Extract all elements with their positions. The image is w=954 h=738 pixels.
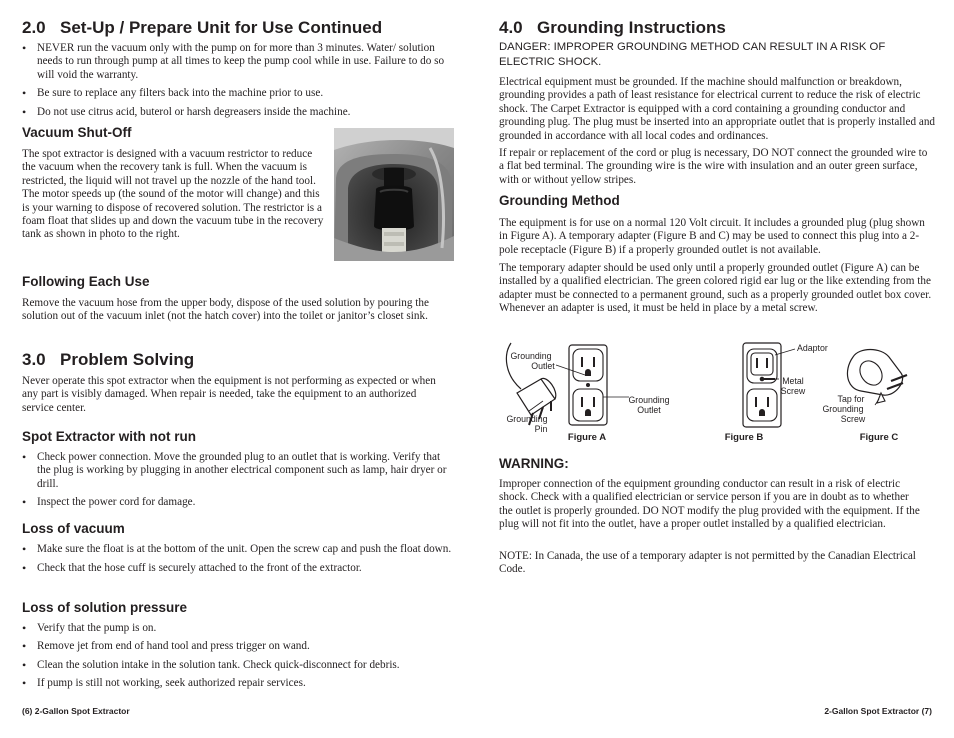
danger-text: DANGER: IMPROPER GROUNDING METHOD CAN RESULT IN A RISK OF ELECTRIC SHOCK. (499, 41, 886, 68)
label-grounding-pin-line2: Pin (534, 424, 548, 434)
label-grounding-outlet-b-line2: Outlet (637, 405, 661, 415)
list-item: • Inspect the power cord for damage. (22, 496, 454, 509)
caption-figure-c: Figure C (859, 432, 899, 443)
list-item: • If pump is still not working, seek authorized repair services. (22, 677, 454, 690)
figure-b-adapter-drawing (743, 343, 781, 427)
vacuum-shutoff-text: The spot extractor is designed with a vacuum restrictor to reduce the vacuum when the recovery tank is full. When the vacuum is restricted, the liquid will not travel up the nozzle of the hand tool. The motor speeds up (the sound of the motor will change) and this is your warning to dispose of recovered solution. The restrictor is a foam float that slides up and down the vacuum tube in the recovery tank as shown in photo to the right. (22, 148, 324, 241)
right-page (477, 0, 954, 738)
note-paragraph: NOTE: In Canada, the use of a temporary adapter is not permitted by the Canadian Electrical Code. (499, 550, 916, 576)
label-grounding-pin-line1: Grounding (506, 414, 548, 424)
label-tap-line1: Tap for (837, 394, 865, 404)
vacuum-restrictor-photo (334, 128, 454, 261)
label-tap-line3: Screw (840, 414, 866, 424)
section-title-problem: 3.0 Problem Solving (22, 350, 195, 369)
loss-pressure-bullet-list (22, 622, 454, 691)
warning-paragraph: Improper connection of the equipment grounding conductor can result in a risk of electric shock. Check with a qualified electrician or service person if you are in doubt as to whether the outlet is properly grounded. DO NOT modify the plug provided with the equipment. If the plug will not fit into the outlet, have a proper outlet installed by a qualified electrician. (499, 478, 920, 531)
label-adaptor: Adaptor (797, 343, 828, 353)
following-each-use-text: Remove the vacuum hose from the upper body, dispose of the used solution by pouring the solution out of the vacuum inlet (not the hatch cover) into the toilet or janitor’s closet sink. (22, 297, 429, 323)
footer-left: (6) 2-Gallon Spot Extractor (22, 706, 130, 716)
loss-pressure-heading: Loss of solution pressure (22, 600, 188, 615)
loss-vacuum-heading: Loss of vacuum (22, 521, 125, 536)
not-run-bullet-list (22, 451, 454, 510)
label-metal-screw-line1: Metal (782, 376, 804, 386)
list-item: • Be sure to replace any filters back into the machine prior to use. (22, 87, 452, 100)
caption-figure-a: Figure A (567, 432, 607, 443)
list-item: • Check power connection. Move the grounded plug to an outlet that is working. Verify that the plug is working by plugging in another electrical component such as lamp, hair dryer or drill. (22, 451, 454, 491)
label-metal-screw-line2: Screw (780, 386, 806, 396)
grounding-method-paragraph-1: The equipment is for use on a normal 120 Volt circuit. It includes a grounded plug (plug shown in Figure A). A temporary adapter (Figure B and C) may be used to connect this plug into a 2-pole receptacle (Figure B) if a properly grounded outlet is not available. (499, 217, 925, 256)
label-grounding-outlet-b-line1: Grounding (628, 395, 670, 405)
list-item: • NEVER run the vacuum only with the pump on for more than 3 minutes. Water/ solution needs to run through pump at all times to keep the pump cool while in use. Failure to do so will void the warranty. (22, 42, 452, 82)
not-run-heading: Spot Extractor with not run (22, 429, 196, 444)
list-item: • Remove jet from end of hand tool and press trigger on wand. (22, 640, 454, 653)
grounding-figures-svg (499, 335, 935, 447)
list-item: • Do not use citrus acid, buterol or harsh degreasers inside the machine. (22, 106, 452, 119)
list-item: • Verify that the pump is on. (22, 622, 454, 635)
list-item: • Clean the solution intake in the solution tank. Check quick-disconnect for debris. (22, 659, 454, 672)
grounding-figures (499, 335, 935, 447)
setup-bullet-list (22, 42, 452, 119)
label-tap-line2: Grounding (822, 404, 864, 414)
section-title-grounding: 4.0 Grounding Instructions (499, 18, 726, 37)
footer-right: 2-Gallon Spot Extractor (7) (824, 706, 932, 716)
list-item: • Check that the hose cuff is securely attached to the front of the extractor. (22, 562, 454, 575)
figure-a-outlet-drawing (569, 345, 607, 425)
vacuum-shutoff-heading: Vacuum Shut-Off (22, 125, 132, 140)
loss-vacuum-bullet-list (22, 543, 454, 576)
section-title-setup: 2.0 Set-Up / Prepare Unit for Use Continued (22, 18, 383, 37)
caption-figure-b: Figure B (724, 432, 764, 443)
foam-float-photo-image (334, 128, 454, 261)
warning-heading: WARNING: (499, 456, 569, 471)
list-item: • Make sure the float is at the bottom of the unit. Open the screw cap and push the float down. (22, 543, 454, 556)
grounding-paragraph-2: If repair or replacement of the cord or plug is necessary, DO NOT connect the grounded wire to a flat bed terminal. The grounding wire is the wire with insulation and an outer green surface, with or without yellow stripes. (499, 147, 928, 186)
following-each-use-heading: Following Each Use (22, 274, 150, 289)
grounding-paragraph-1: Electrical equipment must be grounded. If the machine should malfunction or breakdown, grounding provides a path of least resistance for electrical current to reduce the risk of electric shock. The Carpet Extractor is equipped with a cord containing a grounding conductor and grounding plug. The plug must be inserted into an appropriate outlet that is properly installed and grounded in accordance with all local codes and ordinances. (499, 76, 936, 142)
grounding-method-paragraph-2: The temporary adapter should be used only until a properly grounded outlet (Figure A) can be installed by a qualified electrician. The green colored rigid ear lug or the like extending from the adapter must be connected to a permanent ground, such as a properly grounded outlet box cover. Whenever an adapter is used, it must be held in place by a metal screw. (499, 262, 932, 315)
label-grounding-outlet-a-line1: Grounding (510, 351, 552, 361)
label-grounding-outlet-a-line2: Outlet (531, 361, 555, 371)
problem-intro-text: Never operate this spot extractor when the equipment is not performing as expected or when any part is visibly damaged. When repair is needed, take the equipment to an authorized service center. (22, 375, 436, 414)
grounding-method-heading: Grounding Method (499, 193, 620, 208)
